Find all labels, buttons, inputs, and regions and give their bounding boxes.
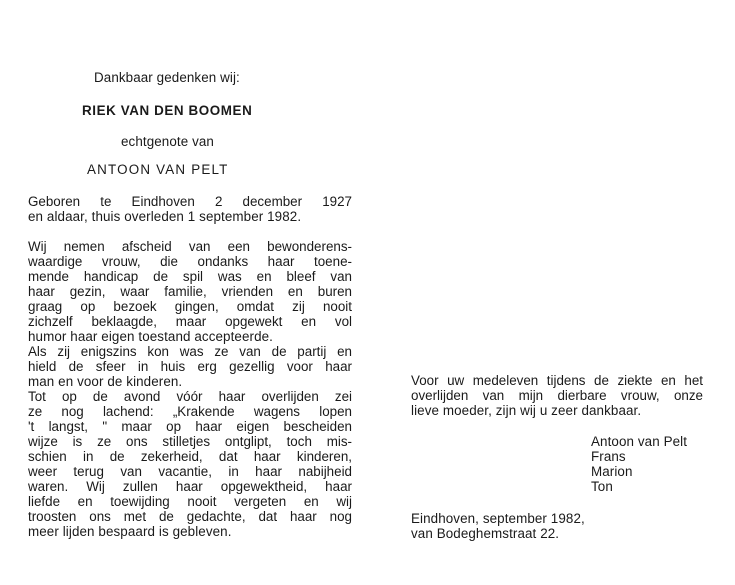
signatory-name: Ton [591,479,613,494]
text-line: mende handicap de spil was en bleef van [28,269,352,284]
text-line: ze nog lachend: „Krakende wagens lopen [28,404,352,419]
spouse-name: ANTOON VAN PELT [87,162,229,177]
text-line: graag op bezoek gingen, omdat zij nooit [28,299,352,314]
thanks-line: lieve moeder, zijn wij u zeer dankbaar. [411,403,642,418]
signatory-name: Antoon van Pelt [591,434,688,449]
born-line-2: en aldaar, thuis overleden 1 september 1982. [28,209,302,224]
text-line: waardige vrouw, die ondanks haar toene- [28,254,352,269]
text-line: haar gezin, waar familie, vrienden en buren [28,284,352,299]
text-line: troosten ons met de gedachte, dat haar nog [28,509,352,524]
text-line: schien in de zekerheid, dat haar kinderen, [28,449,352,464]
thanks-line: overlijden van mijn dierbare vrouw, onze [411,388,703,403]
address: van Bodeghemstraat 22. [411,526,560,541]
text-line: Wij nemen afscheid van een bewonderens- [28,239,352,254]
text-line: zichzelf beklaagde, maar opgewekt en vol [28,314,352,329]
text-line: hield de sfeer in huis erg gezellig voor haar [28,359,352,374]
thanks-line: Voor uw medeleven tijdens de ziekte en het [411,373,703,388]
text-line: meer lijden bespaard is gebleven. [28,524,232,539]
signatory-name: Marion [591,464,633,479]
intro-text: Dankbaar gedenken wij: [94,70,240,85]
text-line: Tot op de avond vóór haar overlijden zei [28,389,352,404]
text-line: man en voor de kinderen. [28,374,183,389]
text-line: humor haar eigen toestand accepteerde. [28,329,273,344]
text-line: 't langst, " maar op haar eigen bescheiden [28,419,352,434]
signatory-name: Frans [591,449,626,464]
text-line: wijze is ze ons stilletjes ontglipt, toch mis- [28,434,352,449]
place-date: Eindhoven, september 1982, [411,511,585,526]
deceased-name: RIEK VAN DEN BOOMEN [82,103,253,118]
text-line: liefde en toewijding nooit vergeten en wij [28,494,352,509]
relation-text: echtgenote van [121,134,214,149]
text-line: weer terug van vacantie, in haar nabijheid [28,464,352,479]
text-line: Als zij enigszins kon was ze van de partij en [28,344,352,359]
born-line-1: Geboren te Eindhoven 2 december 1927 [28,194,352,209]
text-line: waren. Wij zullen haar opgewektheid, haar [28,479,352,494]
